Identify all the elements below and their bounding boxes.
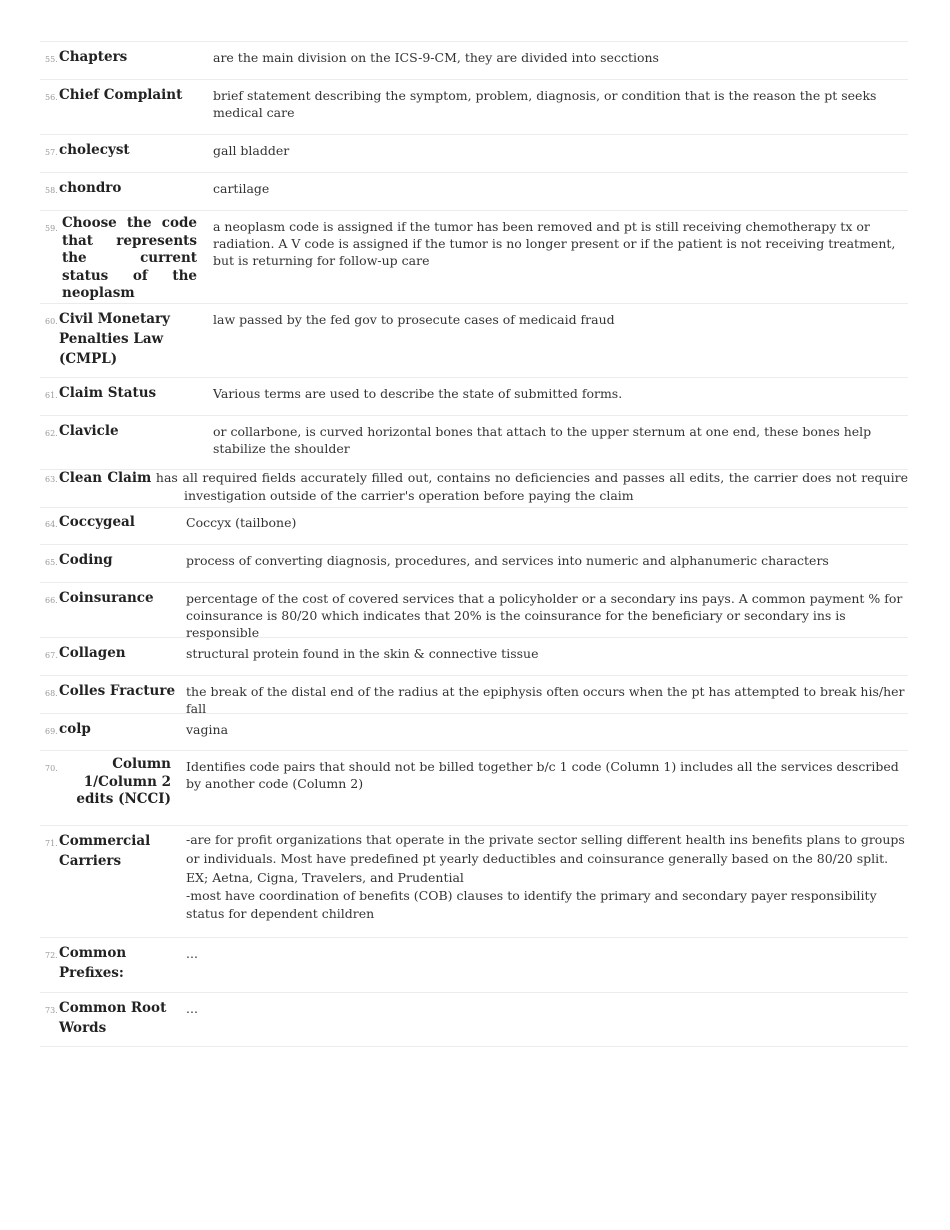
definition: gall bladder (213, 143, 290, 158)
term: cholecyst (59, 142, 130, 158)
term: Civil Monetary Penalties Law (CMPL) (59, 311, 170, 367)
list-item (40, 469, 908, 507)
list-item (40, 937, 908, 992)
list-item (40, 637, 908, 675)
definition: law passed by the fed gov to prosecute cases of medicaid fraud (213, 312, 615, 327)
definition: Identifies code pairs that should not be billed together b/c 1 code (Column 1) includes all the services described by another code (Column 2) (186, 759, 899, 791)
item-number: 73. (45, 1006, 58, 1015)
list-item (40, 675, 908, 716)
list-item (40, 79, 908, 134)
definition: are the main division on the ICS-9-CM, they are divided into secctions (213, 50, 659, 65)
list-item (40, 582, 908, 640)
item-number: 58. (45, 186, 58, 195)
item-number: 64. (45, 520, 58, 529)
definition (59, 469, 908, 504)
item-number: 72. (45, 951, 58, 960)
term: Choose the code that represents the current status of the neoplasm (62, 215, 197, 301)
item-number: 67. (45, 651, 58, 660)
term: chondro (59, 180, 122, 196)
item-number: 57. (45, 148, 58, 157)
term: Clavicle (59, 423, 119, 439)
item-number: 68. (45, 689, 58, 698)
list-item (40, 134, 908, 172)
definition: ... (186, 946, 198, 961)
definition: Various terms are used to describe the state of submitted forms. (213, 386, 623, 401)
term: Commercial Carriers (59, 833, 151, 869)
definition (186, 830, 908, 923)
definition-part-2: investigation outside of the carrier's operation before paying the claim (184, 488, 634, 503)
list-item (40, 507, 908, 544)
list-item (40, 41, 908, 79)
item-number: 63. (45, 475, 58, 484)
term: Common Root Words (59, 1000, 167, 1036)
list-item (40, 750, 908, 825)
list-item (40, 415, 908, 469)
definition: a neoplasm code is assigned if the tumor has been removed and pt is still receiving chemotherapy tx or radiation. A V code is assigned if the tumor is no longer present or if the patient is not receiving treatment, but is returning for follow-up care (213, 219, 896, 268)
term: Common Prefixes: (59, 945, 127, 981)
list-item (40, 303, 908, 377)
term: Coinsurance (59, 590, 154, 606)
item-number: 60. (45, 317, 58, 326)
definition: or collarbone, is curved horizontal bones that attach to the upper sternum at one end, these bones help stabilize the shoulder (213, 424, 872, 456)
item-number: 61. (45, 391, 58, 400)
flashcard-list (40, 41, 908, 1047)
definition: cartilage (213, 181, 270, 196)
definition: ... (186, 1001, 198, 1016)
item-number: 56. (45, 93, 58, 102)
list-item (40, 713, 908, 750)
term: Column 1/Column 2 edits (NCCI) (76, 756, 171, 807)
term: Chapters (59, 49, 128, 65)
list-item (40, 992, 908, 1047)
item-number: 59. (45, 224, 58, 233)
definition: vagina (186, 722, 229, 737)
definition: percentage of the cost of covered services that a policyholder or a secondary ins pays. A common payment % for coinsurance is 80/20 which indicates that 20% is the coinsurance for the beneficiary or secondary ins is responsible (186, 591, 903, 640)
item-number: 62. (45, 429, 58, 438)
definition-paragraph: -most have coordination of benefits (COB) clauses to identify the primary and secondary payer responsibility status for dependent children (186, 888, 877, 921)
item-number: 65. (45, 558, 58, 567)
definition: the break of the distal end of the radius at the epiphysis often occurs when the pt has attempted to break his/her fall (186, 684, 905, 716)
definition: Coccyx (tailbone) (186, 515, 297, 530)
term: Collagen (59, 645, 126, 661)
list-item (40, 544, 908, 582)
list-item (40, 172, 908, 210)
definition: process of converting diagnosis, procedures, and services into numeric and alphanumeric characters (186, 553, 829, 568)
definition: structural protein found in the skin & connective tissue (186, 646, 539, 661)
term: Colles Fracture (59, 683, 176, 699)
term: Coding (59, 552, 113, 568)
definition-part-1: has all required fields accurately filled out, contains no deficiencies and passes all edits, the carrier does not require (155, 470, 908, 485)
item-number: 66. (45, 596, 58, 605)
list-item (40, 210, 908, 303)
term: Clean Claim (59, 470, 152, 486)
item-number: 70. (45, 764, 58, 773)
definition: brief statement describing the symptom, problem, diagnosis, or condition that is the reason the pt seeks medical care (213, 88, 877, 120)
item-number: 55. (45, 55, 58, 64)
term: Chief Complaint (59, 87, 183, 103)
definition-paragraph: -are for profit organizations that operate in the private sector selling different health ins benefits plans to groups or individuals. Most have predefined pt yearly deductibles and coinsurance generally based on the 80/20 split. EX; Aetna, Cigna, Travelers, and Prudential (186, 832, 905, 885)
term: Coccygeal (59, 514, 135, 530)
list-item (40, 825, 908, 937)
item-number: 69. (45, 727, 58, 736)
list-item (40, 377, 908, 415)
item-number: 71. (45, 839, 58, 848)
term: colp (59, 721, 91, 737)
term: Claim Status (59, 385, 157, 401)
